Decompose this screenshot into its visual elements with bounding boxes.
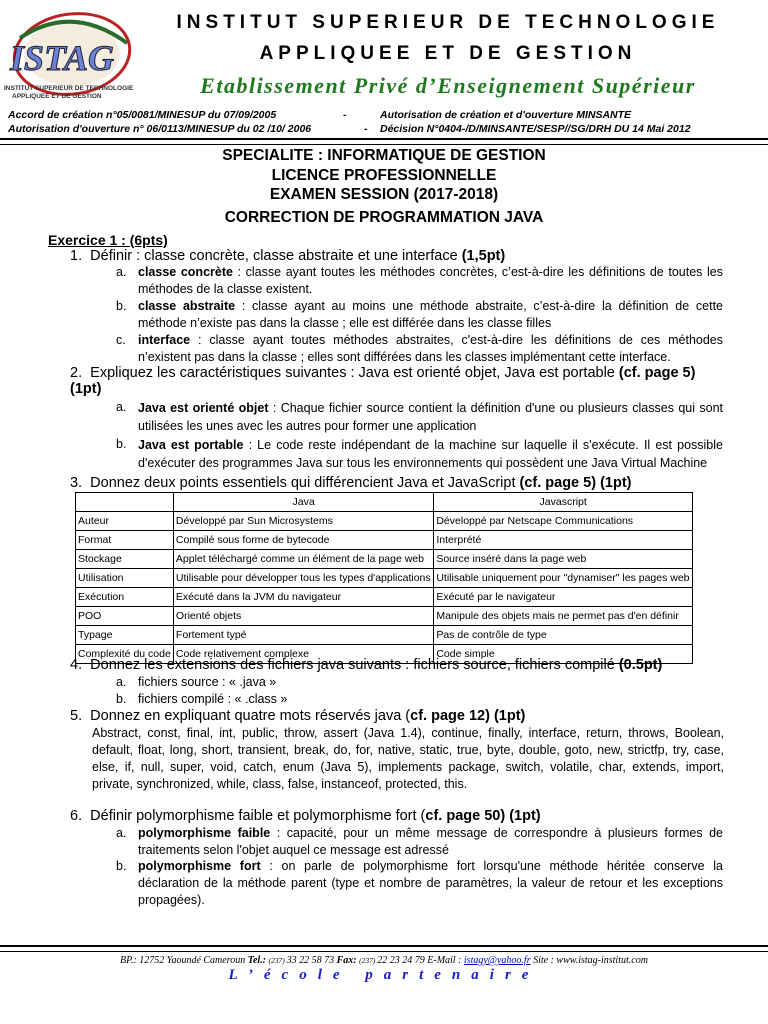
term: Java est orienté objet [138, 401, 269, 415]
title-correction: CORRECTION DE PROGRAMMATION JAVA [224, 209, 544, 226]
question-text: Donnez en expliquant quatre mots réservés java ( [90, 708, 411, 724]
question-points: (0.5pt) [618, 657, 663, 673]
accord-minsante: Autorisation de création et d'ouverture MINSANTE [380, 109, 632, 121]
question-reference: cf. page 12 [410, 708, 486, 724]
footer-tel-label: Tel.: [247, 955, 269, 966]
definition: : classe ayant toutes les méthodes concrètes, c’est-à-dire les définitions de toutes les méthodes de la classe existent. [138, 265, 723, 296]
table-cell: Exécuté dans la JVM du navigateur [173, 588, 433, 607]
footer-address: BP.: 12752 Yaoundé Cameroun [120, 955, 248, 966]
institute-tagline: Etablissement Privé d’Enseignement Supérieur [200, 73, 696, 98]
q1-answer-b [138, 298, 723, 332]
table-cell: Applet téléchargé comme un élément de la page web [173, 550, 433, 569]
table-cell: Développé par Netscape Communications [434, 512, 693, 531]
table-header: Java [173, 493, 433, 512]
q6-label-a: a. [116, 826, 127, 840]
definition: : classe ayant toutes méthodes abstraites, c'est-à-dire les définitions de ces méthodes n’existent pas dans la classe ; elles sont différées dans les classes implémentant cette interface. [138, 333, 723, 364]
table-cell: Fortement typé [173, 626, 433, 645]
question-6 [70, 808, 541, 824]
q1-label-a: a. [116, 265, 127, 279]
accord-separator: - [364, 123, 368, 135]
table-cell: Code relativement complexe [173, 645, 433, 664]
logo-caption-2: APPLIQUEE ET DE GESTION [12, 93, 102, 100]
q2-answer-b [138, 436, 723, 472]
table-cell: Manipule des objets mais ne permet pas d'en définir [434, 607, 693, 626]
table-header: Javascript [434, 493, 693, 512]
accord-decision: Décision N°0404-/D/MINSANTE/SESP//SG/DRH DU 14 Mai 2012 [380, 123, 691, 135]
table-cell: Interprété [434, 531, 693, 550]
q4-answer-b: fichiers compilé : « .class » [138, 692, 288, 706]
table-header [76, 493, 174, 512]
table-row [76, 626, 693, 645]
q4-label-a: a. [116, 675, 127, 689]
table-cell: Stockage [76, 550, 174, 569]
term: polymorphisme fort [138, 859, 261, 873]
logo-caption-1: INSTITUT SUPERIEUR DE TECHNOLOGIE [4, 85, 134, 92]
q5-answer: Abstract, const, final, int, public, throw, assert (Java 1.4), continue, finally, interface, return, throws, Boolean, default, float, long, short, transient, break, do, for, native, static, true, byte, double, goto, new, strictfp, try, case, else, if, null, super, void, catch, enum (Java 5), implements package, switch, volatile, char, extends, import, private, synchronized, while, class, false, instanceof, protected, this. [92, 726, 724, 791]
header-divider [0, 138, 768, 145]
definition: : capacité, pour un même message de correspondre à plusieurs formes de traitements selon l'objet auquel ce message est adressé [138, 826, 723, 857]
definition: : on parle de polymorphisme fort lorsqu'une méthode héritée conserve la déclaration de la méthode parent (type et nombre de paramètres, la valeur de retour et les exceptions propagées). [138, 859, 723, 907]
table-cell: POO [76, 607, 174, 626]
q4-answer-a: fichiers source : « .java » [138, 675, 277, 689]
question-text: Donnez les extensions des fichiers java suivants : fichiers source, fichiers compilé [90, 657, 619, 673]
q1-label-c: c. [116, 333, 126, 347]
q2-answer-a [138, 399, 723, 435]
footer-website: Site : www.istag-institut.com [533, 955, 648, 966]
table-cell: Typage [76, 626, 174, 645]
question-number: 1. [70, 248, 83, 264]
q4-label-b: b. [116, 692, 127, 706]
question-text: Définir polymorphisme faible et polymorphisme fort ( [90, 808, 426, 824]
q6-answer-b [138, 858, 723, 909]
question-number: 5. [70, 708, 83, 724]
footer-fax-label: Fax: [336, 955, 360, 966]
term: classe concrète [138, 265, 233, 279]
table-cell: Auteur [76, 512, 174, 531]
term: interface [138, 333, 191, 347]
question-3 [70, 475, 631, 491]
question-number: 2. [70, 365, 83, 381]
table-row [76, 588, 693, 607]
table-header-row [76, 493, 693, 512]
table-cell: Source inséré dans la page web [434, 550, 693, 569]
java-vs-javascript-table [75, 492, 693, 664]
footer-contact [0, 955, 768, 966]
question-2 [70, 365, 725, 397]
accord-ouverture: Autorisation d'ouverture n° 06/0113/MINESUP du 02 /10/ 2006 [8, 123, 312, 135]
title-specialite: SPECIALITE : INFORMATIQUE DE GESTION [222, 147, 546, 164]
accreditation-line1 [8, 109, 748, 122]
footer-tel-prefix: (237) [268, 956, 287, 965]
table-cell: Format [76, 531, 174, 550]
table-cell: Utilisable uniquement pour "dynamiser" les pages web [434, 569, 693, 588]
table-cell: Orienté objets [173, 607, 433, 626]
question-reference: cf. page 50 [425, 808, 501, 824]
q6-label-b: b. [116, 859, 127, 873]
exercise-title: Exercice 1 : (6pts) [48, 232, 168, 248]
table-row [76, 550, 693, 569]
q6-answer-a [138, 825, 723, 859]
accreditation-line2 [8, 123, 768, 136]
question-points: (cf. page 5) (1pt) [70, 365, 696, 397]
logo-text: ISTAG [10, 38, 115, 78]
question-points: ) (1pt) [500, 808, 541, 824]
question-text: Donnez deux points essentiels qui différencient Java et JavaScript [90, 475, 520, 491]
q1-answer-c [138, 332, 723, 366]
accord-creation: Accord de création n°05/0081/MINESUP du 07/09/2005 [8, 109, 277, 121]
footer-divider [0, 945, 768, 952]
footer-motto: L’école partenaire [228, 967, 540, 983]
table-row [76, 531, 693, 550]
question-1 [70, 248, 505, 264]
footer-tel: 33 22 58 73 [286, 955, 335, 966]
table-cell: Exécution [76, 588, 174, 607]
q2-label-a: a. [116, 400, 127, 414]
question-text: Expliquez les caractéristiques suivantes : Java est orienté objet, Java est portable [90, 365, 619, 381]
q1-answer-a [138, 264, 723, 298]
q2-label-b: b. [116, 437, 127, 451]
table-cell: Utilisation [76, 569, 174, 588]
istag-logo [2, 8, 144, 103]
question-points: ) (1pt) [485, 708, 526, 724]
table-cell: Exécuté par le navigateur [434, 588, 693, 607]
table-cell: Utilisable pour développer tous les types d'applications [173, 569, 433, 588]
term: classe abstraite [138, 299, 236, 313]
question-points: (cf. page 5) (1pt) [519, 475, 632, 491]
term: polymorphisme faible [138, 826, 271, 840]
q1-label-b: b. [116, 299, 127, 313]
table-cell: Développé par Sun Microsystems [173, 512, 433, 531]
table-row [76, 569, 693, 588]
footer-email-link[interactable]: istagy@yahoo.fr [463, 955, 531, 966]
table-cell: Complexité du code [76, 645, 174, 664]
question-number: 4. [70, 657, 83, 673]
footer-fax: 22 23 24 79 [377, 955, 425, 966]
question-number: 6. [70, 808, 83, 824]
institute-name-line1: INSTITUT SUPERIEUR DE TECHNOLOGIE [176, 12, 720, 33]
table-cell: Pas de contrôle de type [434, 626, 693, 645]
question-4 [70, 657, 662, 673]
question-5 [70, 708, 525, 724]
definition: : Le code reste indépendant de la machine sur laquelle il s'exécute. Il est possible d'exécuter des programmes Java sur tous les environnements qui possèdent une Java Virtual Machine [138, 438, 723, 470]
question-text: Définir : classe concrète, classe abstraite et une interface [90, 248, 462, 264]
institute-name-line2: APPLIQUEE ET DE GESTION [259, 43, 637, 64]
question-number: 3. [70, 475, 83, 491]
table-row [76, 512, 693, 531]
table-cell: Code simple [434, 645, 693, 664]
definition: : classe ayant au moins une méthode abstraite, c’est-à-dire la définition de cette méthode n’existe pas dans la classe ; elle est différée dans les classe filles [138, 299, 724, 330]
table-row [76, 607, 693, 626]
footer-fax-prefix: (237) [359, 956, 378, 965]
table-cell: Compilé sous forme de bytecode [173, 531, 433, 550]
accord-separator: - [343, 109, 347, 121]
question-points: (1,5pt) [461, 248, 506, 264]
term: Java est portable [138, 438, 244, 452]
definition: : Chaque fichier source contient la définition d'une ou plusieurs classes qui sont utilisées les unes avec les autres pour former une application [138, 401, 723, 433]
footer-email-label: E-Mail : [427, 955, 464, 966]
title-session: EXAMEN SESSION (2017-2018) [269, 186, 499, 203]
title-licence: LICENCE PROFESSIONNELLE [271, 167, 497, 184]
